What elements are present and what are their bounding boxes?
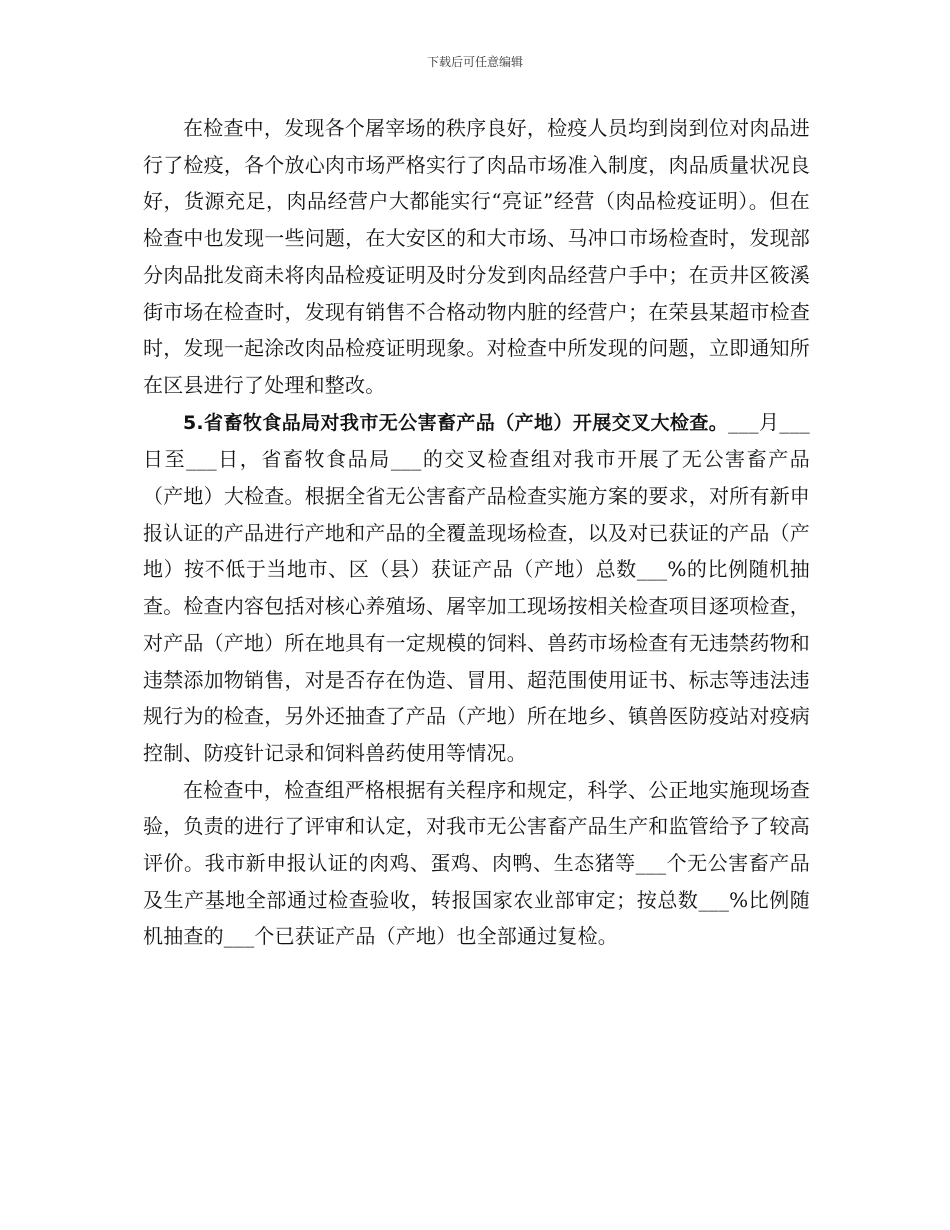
document-body [143,110,810,955]
paragraph-heading: 5.省畜牧食品局对我市无公害畜产品（产地）开展交叉大检查。 [183,411,729,434]
paragraph-inspection-result: 在检查中，检查组严格根据有关程序和规定，科学、公正地实施现场查验，负责的进行了评审和认定，对我市无公害畜产品生产和监管给予了较高评价。我市新申报认证的肉鸡、蛋鸡、肉鸭、生态猪等___个无公害畜产品及生产基地全部通过检查验收，转报国家农业部审定；按总数___%比例随机抽查的___个已获证产品（产地）也全部通过复检。 [143,777,810,949]
paragraph-inspection-findings: 在检查中，发现各个屠宰场的秩序良好，检疫人员均到岗到位对肉品进行了检疫，各个放心肉市场严格实行了肉品市场准入制度，肉品质量状况良好，货源充足，肉品经营户大都能实行“亮证”经营（肉品检疫证明）。但在检查中也发现一些问题，在大安区的和大市场、马冲口市场检查时，发现部分肉品批发商未将肉品检疫证明及时分发到肉品经营户手中；在贡井区筱溪街市场在检查时，发现有销售不合格动物内脏的经营户；在荣县某超市检查时，发现一起涂改肉品检疫证明现象。对检查中所发现的问题，立即通知所在区县进行了处理和整改。 [143,116,810,397]
paragraph-cross-inspection [143,404,810,772]
page-header-note: 下载后可任意编辑 [426,55,523,69]
paragraph-cross-inspection-text: ___月___日至___日，省畜牧食品局___的交叉检查组对我市开展了无公害畜产品（产地）大检查。根据全省无公害畜产品检查实施方案的要求，对所有新申报认证的产品进行产地和产品的全覆盖现场检查，以及对已获证的产品（产地）按不低于当地市、区（县）获证产品（产地）总数___%的比例随机抽查。检查内容包括对核心养殖场、屠宰加工现场按相关检查项目逐项检查，对产品（产地）所在地具有一定规模的饲料、兽药市场检查有无违禁药物和违禁添加物销售，对是否存在伪造、冒用、超范围使用证书、标志等违法违规行为的检查，另外还抽查了产品（产地）所在地乡、镇兽医防疫站对疫病控制、防疫针记录和饲料兽药使用等情况。 [143,409,810,765]
